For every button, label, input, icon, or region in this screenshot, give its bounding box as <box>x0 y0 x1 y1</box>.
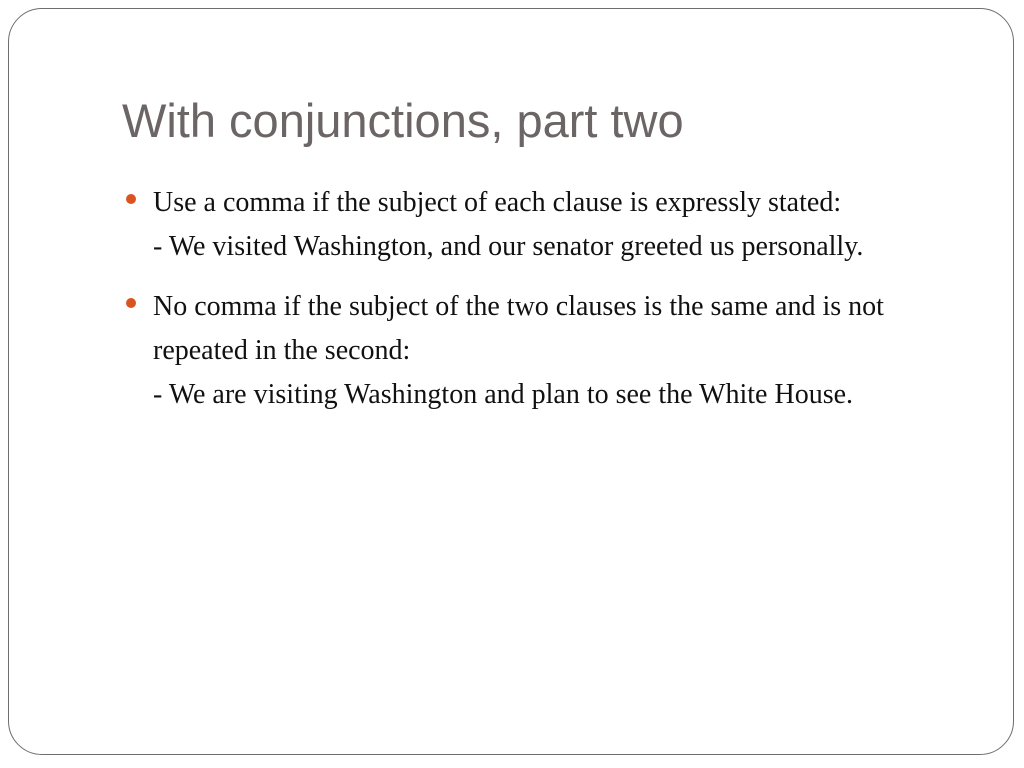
bullet-example: - We visited Washington, and our senator greeted us personally. <box>153 231 864 262</box>
slide-title: With conjunctions, part two <box>122 94 684 147</box>
bullet-item-no-comma-rule <box>126 285 971 417</box>
bullet-dot-icon <box>126 298 136 308</box>
slide-frame <box>8 8 1014 755</box>
bullet-dot-icon <box>126 194 136 204</box>
bullet-item-comma-rule <box>126 181 971 269</box>
bullet-text: No comma if the subject of the two clauses is the same and is not repeated in the second: <box>153 291 884 366</box>
bullet-list <box>126 181 971 433</box>
bullet-text: Use a comma if the subject of each clause is expressly stated: <box>153 187 842 218</box>
bullet-example: - We are visiting Washington and plan to see the White House. <box>153 379 854 410</box>
